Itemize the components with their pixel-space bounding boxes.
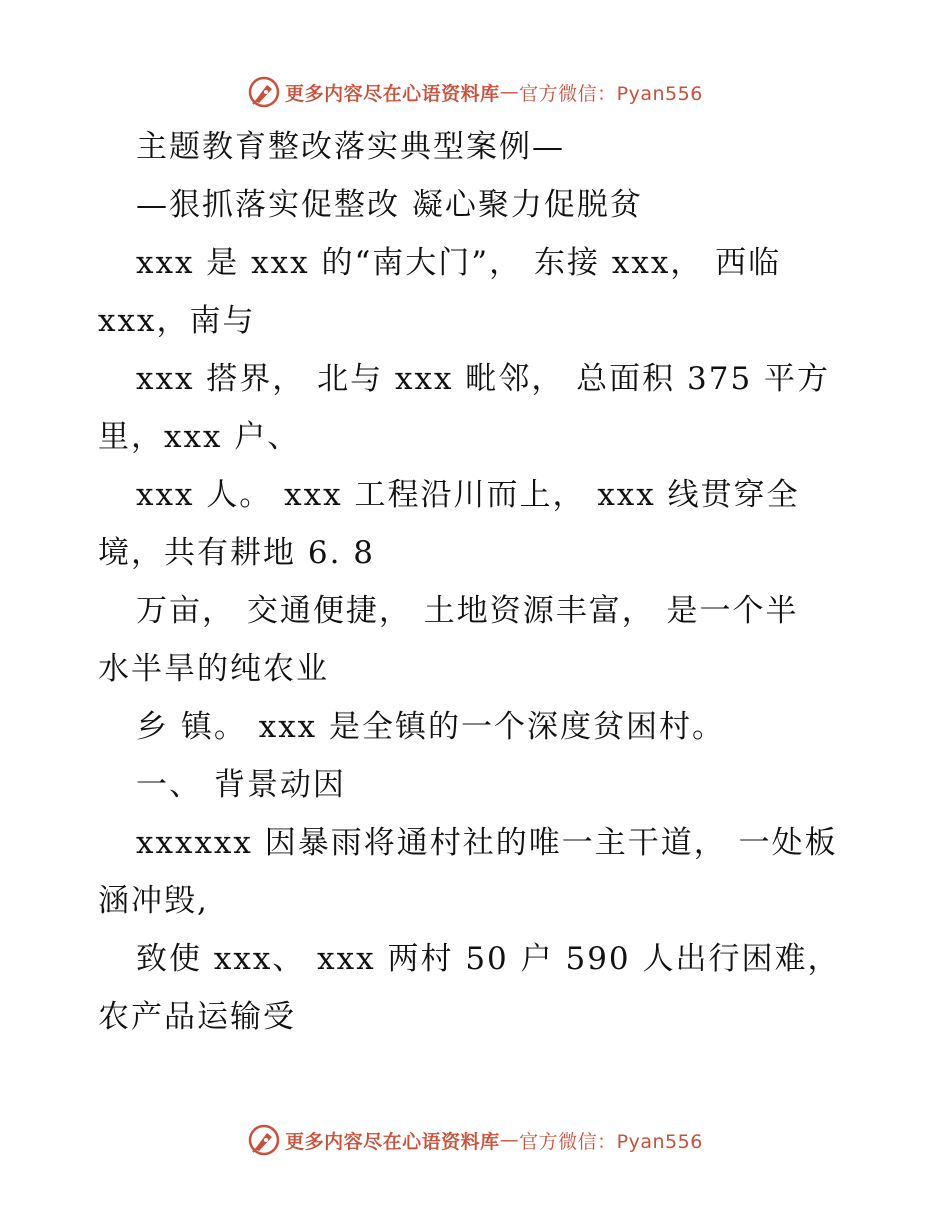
paragraph-line: xxxxxx 因暴雨将通村社的唯一主干道， 一处板 (136, 825, 838, 861)
footer-watermark (0, 1120, 950, 1160)
document-body (98, 118, 858, 1046)
watermark-separator: — (499, 81, 520, 103)
paragraph-line: 农产品运输受 (98, 999, 296, 1035)
paragraph-line: 致使 xxx、 xxx 两村 50 户 590 人出行困难， (136, 941, 841, 977)
doc-title-line-2: —狠抓落实促整改 凝心聚力促脱贫 (136, 187, 643, 223)
header-watermark (0, 72, 950, 112)
paragraph-line: 境，共有耕地 6. 8 (98, 535, 376, 571)
doc-title-line-1: 主题教育整改落实典型案例— (136, 129, 565, 165)
paragraph-line: xxx，南与 (98, 303, 256, 339)
paragraph-line: 涵冲毁, (98, 883, 209, 919)
watermark-wechat-text: 官方微信：Pyan556 (519, 1130, 703, 1153)
paragraph-line: xxx 人。 xxx 工程沿川而上， xxx 线贯穿全 (136, 477, 800, 513)
watermark-wechat-text: 官方微信：Pyan556 (519, 82, 703, 105)
paragraph-line: xxx 搭界， 北与 xxx 毗邻， 总面积 375 平方 (136, 361, 831, 397)
paragraph-line: xxx 是 xxx 的“南大门”， 东接 xxx， 西临 (136, 245, 782, 281)
pen-nib-logo-icon (247, 75, 281, 109)
pen-nib-logo-icon (247, 1123, 281, 1157)
paragraph-line: 乡 镇。 xxx 是全镇的一个深度贫困村。 (136, 709, 726, 745)
watermark-site-text: 更多内容尽在心语资料库 (285, 1130, 500, 1153)
paragraph-line: 水半旱的纯农业 (98, 651, 329, 687)
paragraph-line: 里，xxx 户、 (98, 419, 301, 455)
watermark-site-text: 更多内容尽在心语资料库 (285, 82, 500, 105)
watermark-separator: — (499, 1129, 520, 1151)
paragraph-line: 万亩， 交通便捷， 土地资源丰富， 是一个半 (136, 593, 799, 629)
section-heading: 一、 背景动因 (136, 767, 346, 803)
